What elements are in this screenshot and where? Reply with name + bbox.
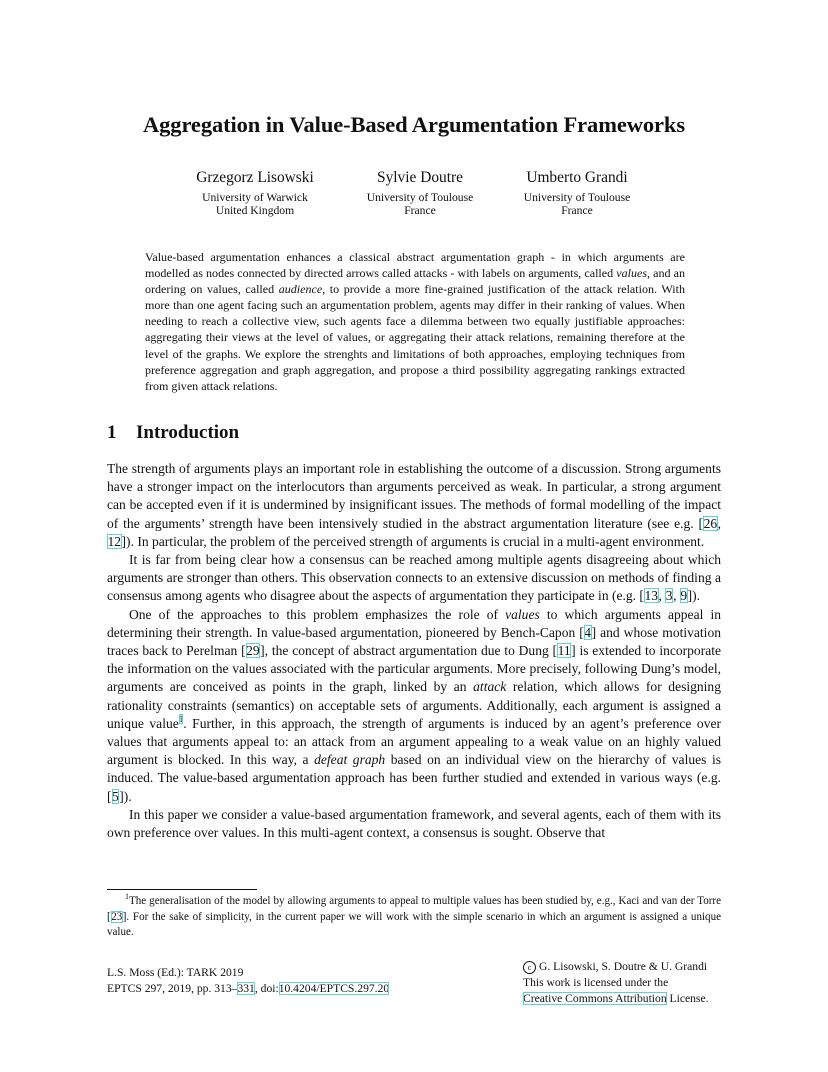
proceedings-info (107, 965, 389, 997)
emphasis-values: values (505, 606, 540, 622)
text-run: to which arguments appeal in determining their strength. In value-based argumentation, pioneered by Bench-Capon [ (107, 606, 721, 640)
author-affiliation: University of Warwick (202, 191, 308, 204)
text-run: based on an individual view on the hierarchy of values is induced. The value-based argumentation approach has been further studied and extended in various ways (e.g. [ (107, 752, 721, 804)
section-number: 1 (107, 422, 117, 443)
footnote-marker-link[interactable]: 1 (178, 714, 184, 725)
section-heading (107, 422, 239, 444)
eptcs-line (107, 981, 389, 997)
abstract-text: Value-based argumentation enhances a classical abstract argumentation graph - in which arguments are modelled as nodes connected by directed arrows called attacks - with labels on arguments, called (145, 250, 685, 281)
text-run: ] and whose motivation traces back to Perelman [ (107, 624, 721, 659)
text-run: , doi: (254, 982, 279, 995)
paragraph (107, 806, 721, 842)
text-run: ], the concept of abstract argumentation due to Dung [ (260, 643, 558, 659)
text-run: , (673, 588, 680, 604)
citation-link[interactable]: 12 (107, 533, 122, 549)
citation-link[interactable]: 3 (665, 588, 673, 604)
abstract (145, 249, 685, 394)
text-run: In this paper we consider a value-based argumentation framework, and several agents, each of them with its own preference over values. In this multi-agent context, a consensus is sought. Observe that (107, 806, 721, 841)
author-block (477, 168, 677, 217)
text-run: It is far from being clear how a consensus can be reached among multiple agents disagreeing about which arguments are stronger than others. This observation connects to an extensive discussion on methods of finding a consensus among agents who disagree about the aspects of argumentation they participate in (e.g. [ (107, 552, 721, 604)
footnote-rule (107, 889, 257, 890)
author-name: Sylvie Doutre (377, 169, 463, 186)
paragraph (107, 551, 721, 606)
citation-link[interactable]: 13 (644, 588, 658, 604)
text-run: EPTCS 297, 2019, pp. 313– (107, 982, 238, 995)
paragraph (107, 460, 721, 551)
author-affiliation: University of Toulouse (366, 191, 474, 204)
author-name: Grzegorz Lisowski (196, 169, 314, 186)
copyright-icon: c (523, 961, 536, 974)
text-run: , (658, 588, 666, 604)
text-run: ] is extended to incorporate the information on the values associated with the particular arguments. More precisely, following Dung’s model, arguments are conceived as points in the graph, linked by an (107, 643, 722, 695)
citation-link[interactable]: 4 (584, 624, 592, 640)
text-run: ]. For the sake of simplicity, in the current paper we will work with the simple scenario in which an argument is assigned a unique value. (107, 910, 721, 939)
author-country: France (561, 204, 593, 217)
abstract-text: , and an ordering on values, called (145, 266, 685, 297)
text-run: The strength of arguments plays an important role in establishing the outcome of a discussion. Strong arguments have a stronger impact on the interlocutors than arguments perceived as weak. In particular, a strong argument can be accepted even if it is undermined by insignificant issues. The methods of formal modelling of the impact of the arguments’ strength have been intensively studied in the abstract argumentation literature (see e.g. [ (107, 461, 721, 531)
text-run: , (717, 515, 721, 531)
copyright-line (523, 959, 709, 975)
license-line: This work is licensed under the (523, 976, 669, 989)
text-run: ]). In particular, the problem of the perceived strength of arguments is crucial in a multi-agent environment. (121, 533, 705, 549)
citation-link[interactable]: 5 (112, 788, 119, 804)
license-info (523, 959, 709, 1007)
body-text (107, 460, 721, 842)
citation-link[interactable]: 26 (703, 515, 718, 531)
text-run: ]). (687, 588, 701, 604)
emphasis-attack: attack (473, 679, 507, 695)
author-affiliation: University of Toulouse (523, 191, 631, 204)
paragraph (107, 606, 721, 806)
paper-title: Aggregation in Value-Based Argumentation Frameworks (143, 112, 685, 137)
text-run: One of the approaches to this problem emphasizes the role of (129, 606, 506, 622)
author-name: Umberto Grandi (526, 169, 628, 186)
copyright-holders: G. Lisowski, S. Doutre & U. Grandi (539, 960, 708, 973)
license-name-line (523, 991, 709, 1007)
editor-line: L.S. Moss (Ed.): TARK 2019 (107, 966, 244, 979)
emphasis-defeat-graph: defeat graph (314, 752, 386, 768)
text-run: ]). (119, 788, 132, 804)
text-run: The generalisation of the model by allowing arguments to appeal to multiple values has been studied by, e.g., Kaci and van der Torre [ (107, 895, 721, 923)
citation-link[interactable]: 11 (557, 643, 571, 659)
section-title: Introduction (136, 422, 240, 443)
footnote (107, 894, 721, 941)
author-country: France (404, 204, 436, 217)
author-country: United Kingdom (215, 204, 295, 217)
doi-link[interactable]: 10.4204/EPTCS.297.20 (278, 982, 390, 995)
abstract-term-values: values (616, 266, 648, 281)
creative-commons-link[interactable]: Creative Commons Attribution (523, 992, 667, 1005)
text-run: License. (666, 992, 709, 1005)
last-page-link[interactable]: 331 (237, 982, 255, 995)
abstract-text: , to provide a more fine-grained justification of the attack relation. With more than one agent facing such an argumentation problem, agents may differ in their ranking of values. When needing to reach a collective view, such agents face a dilemma between two equally justifiable approaches: aggregating their views at the level of values, or aggregating their attack relations, remaining therefore at the level of the graphs. We explore the strenghts and limitations of both approaches, employing techniques from preference aggregation and graph aggregation, and propose a third possibility aggregating rankings extracted from given attack relations. (145, 282, 685, 393)
text-run: . Further, in this approach, the strength of arguments is induced by an agent’s preference over values that arguments appeal to: an attack from an argument appealing to a weak value on an highly valued argument is blocked. In this way, a (107, 715, 722, 768)
abstract-term-audience: audience (278, 282, 323, 297)
citation-link[interactable]: 9 (680, 588, 688, 604)
citation-link[interactable]: 23 (111, 910, 123, 923)
citation-link[interactable]: 29 (246, 643, 260, 659)
footnote-number: 1 (125, 892, 129, 902)
text-run: relation, which allows for designing rationality constraints (semantics) on acceptable sets of arguments. Additionally, each argument is assigned a unique value (107, 679, 721, 731)
